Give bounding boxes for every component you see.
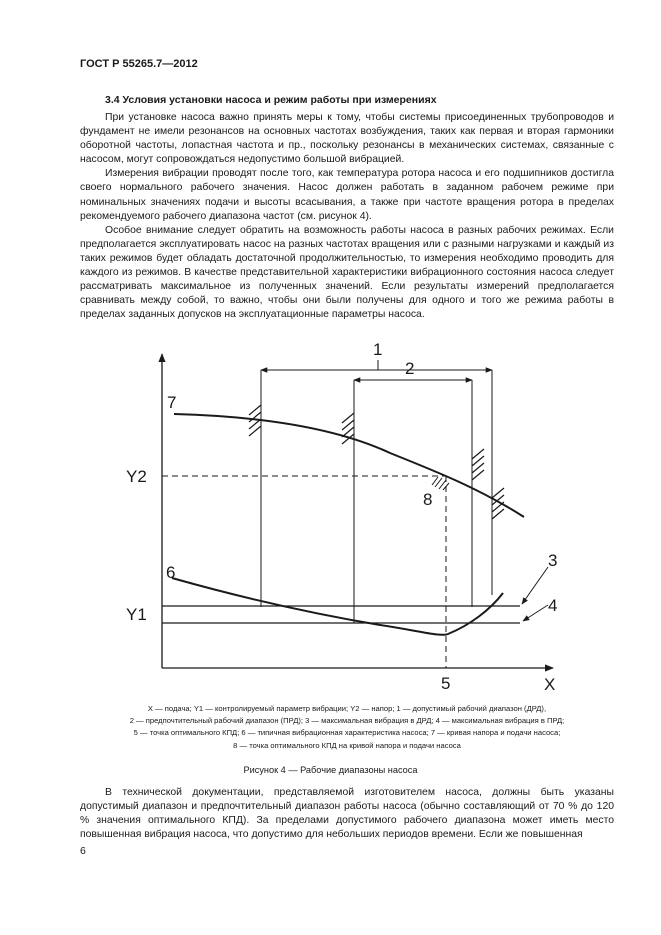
hatch-range-2-right bbox=[472, 449, 484, 480]
body-text-bottom bbox=[80, 786, 614, 842]
page-number: 6 bbox=[80, 845, 86, 857]
figure-legend bbox=[80, 703, 614, 752]
label-2: 2 bbox=[405, 359, 415, 378]
x-axis-label: X bbox=[544, 675, 556, 694]
paragraph-4: В технической документации, представляемой изготовителем насоса, должны быть указаны допустимый диапазон и предпочтительный диапазон работы насоса (обычно составляющий от 70 % до 120 % значения оптимального КПД). За пределами допустимого рабочего диапазона может иметь место повышенная вибрация насоса, что допустимо для небольших периодов времени. Если же повышенная bbox=[80, 787, 614, 841]
label-1: 1 bbox=[373, 340, 383, 359]
label-8: 8 bbox=[423, 490, 433, 509]
legend-line-3: 5 — точка оптимального КПД; 6 — типичная вибрационная характеристика насоса; 7 — кривая напора и подачи насоса; bbox=[133, 728, 561, 738]
label-4: 4 bbox=[548, 596, 558, 615]
body-text-top bbox=[80, 111, 614, 322]
label-6: 6 bbox=[166, 563, 176, 582]
label-3-leader bbox=[522, 567, 548, 604]
paragraph-1: При установке насоса важно принять меры к тому, чтобы системы присоединенных трубопроводов и фундамент не имели резонансов на основных частотах возбуждения, таких как первая и вторая гармоники оборотной частоты, лопастная частота и пр., поскольку резонансы в механических системах, связанные с насосом, могут сопровождаться недопустимо большой вибрацией. bbox=[80, 112, 614, 166]
paragraph-3: Особое внимание следует обратить на возможность работы насоса в разных рабочих режимах. Если предполагается эксплуатировать насос на разных частотах вращения или с разными нагрузками и каждый из таких режимов будет обладать достаточной продолжительностью, то измерения необходимо проводить для каждого из режимов. В качестве представительной характеристики вибрационного состояния насоса следует рассматривать максимальное из полученных значений. Если результаты измерений предполагается сравнивать между собой, то важно, чтобы они были получены для одного и того же режима работы в пределах заданных допусков на эксплуатационные параметры насоса. bbox=[80, 224, 614, 321]
label-4-leader bbox=[523, 605, 548, 621]
figure-operating-ranges bbox=[0, 325, 661, 700]
legend-line-2: 2 — предпочтительный рабочий диапазон (ПРД); 3 — максимальная вибрация в ДРД; 4 — максимальная вибрация в ПРД; bbox=[129, 716, 565, 726]
label-5: 5 bbox=[441, 674, 451, 693]
section-title: 3.4 Условия установки насоса и режим работы при измерениях bbox=[105, 94, 437, 106]
label-7: 7 bbox=[167, 393, 177, 412]
label-3: 3 bbox=[548, 551, 558, 570]
legend-line-1: X — подача; Y1 — контролируемый параметр вибрации; Y2 — напор; 1 — допустимый рабочий диапазон (ДРД), bbox=[147, 704, 547, 713]
y2-axis-label: Y2 bbox=[126, 467, 147, 486]
y1-axis-label: Y1 bbox=[126, 605, 147, 624]
document-header: ГОСТ Р 55265.7—2012 bbox=[80, 58, 198, 70]
legend-line-4: 8 — точка оптимального КПД на кривой напора и подачи насоса bbox=[233, 740, 461, 750]
hatch-range-1-right bbox=[492, 488, 504, 519]
figure-title: Рисунок 4 — Рабочие диапазоны насоса bbox=[243, 765, 418, 775]
hatch-range-1-left bbox=[249, 405, 261, 436]
paragraph-2: Измерения вибрации проводят после того, как температура ротора насоса и его подшипников достигла своего нормального рабочего значения. Насос должен работать в заданном рабочем режиме при номинальных значениях подачи и высоты всасывания, а также при частоте вращения ротора в пределах рекомендуемого рабочего диапазона частот (см. рисунок 4). bbox=[80, 168, 614, 222]
